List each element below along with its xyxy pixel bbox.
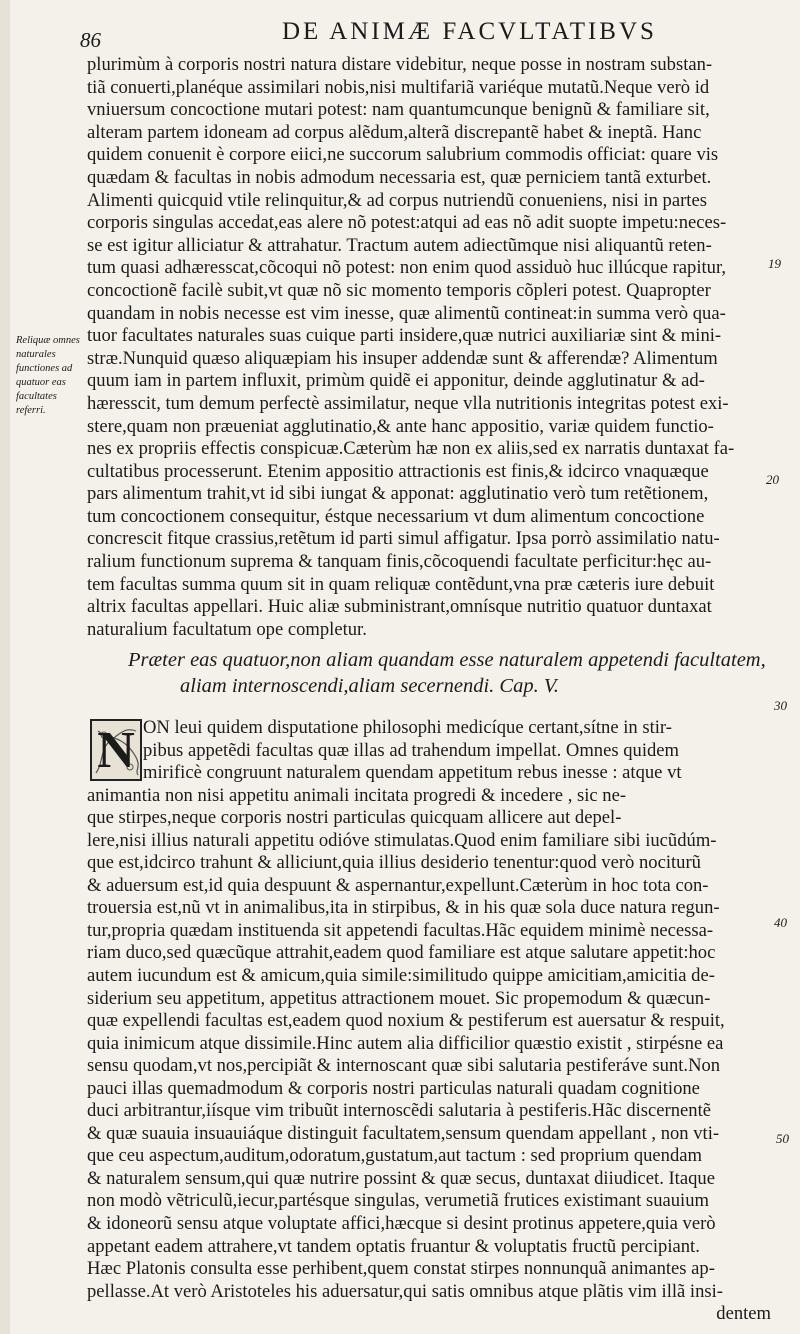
text-line: tum quasi adhæresscat,cõcoqui nõ potest: non enim quod assiduò huc illúcque rapitur,: [87, 257, 727, 279]
text-line: pellasse.At verò Aristoteles his aduersatur,qui satis omnibus atque plãtis vim illã insi-: [87, 1280, 723, 1302]
text-line: quandam in nobis necesse est vim inesse, quæ alimentũ contineat:in summa verò qua-: [87, 302, 726, 324]
text-line: concrescit fitque crassius,retẽtum id parti simul affigatur. Ipsa porrò assimilatio natu-: [87, 528, 720, 550]
text-line: tur,propria quædam instituenda sit appetendi facultas.Hãc equidem minimè necessa-: [87, 919, 714, 941]
text-line: stræ.Nunquid quæso aliquæpiam his insuper addendæ sunt & afferendæ? Alimentum: [87, 347, 718, 369]
body-text-section-2: [87, 717, 771, 1326]
line-number: 19: [768, 256, 781, 271]
text-line: naturalium facultatum ope completur.: [87, 618, 367, 640]
text-line: quidem conuenit è corpore eiici,ne succorum salubrium commodis officiat: quare vis: [87, 144, 719, 166]
text-line: cultatibus processerunt. Etenim appositio attractionis est finis,& idcirco vnaquæque: [87, 460, 709, 482]
text-line: Hæc Platonis consulta esse perhibent,quem constat stirpes nonnunquã animantes ap-: [87, 1258, 715, 1280]
text-line: se est igitur alliciatur & attrahatur. Tractum autem adiectũmque nisi aliquantũ reten-: [87, 234, 712, 256]
text-line: tum concoctionem consequitur, éstque necessarium vt dum alimentum concoctione: [87, 505, 705, 527]
text-line: autem iucundum est & amicum,quia simile:similitudo quippe amicitiam,amicitia de-: [87, 965, 715, 987]
text-line: riam duco,sed quæcũque attrahit,eadem quod familiare est atque salutare appetit:hoc: [87, 942, 716, 964]
text-line: nes ex propriis effectis conspicuæ.Cæterùm hæ non ex aliis,sed ex narratis duntaxat fa-: [87, 438, 735, 460]
text-line: tem facultas summa quum sit in quam reliquæ contẽdunt,vna præ cæteris iure debuit: [87, 573, 715, 595]
text-line: alteram partem idoneam ad corpus alẽdum,alterã discrepantẽ habet & ineptã. Hanc: [87, 121, 702, 143]
text-line: quædam & facultas in nobis admodum necessaria est, quæ perniciem tantã exturbet.: [87, 166, 712, 188]
text-line: pibus appetẽdi facultas quæ illas ad trahendum impellat. Omnes quidem: [143, 739, 679, 761]
text-line: que est,idcirco trahunt & alliciunt,quia illius desiderio tenentur:quod verò nociturũ: [87, 852, 701, 874]
text-line: dentem: [716, 1303, 771, 1325]
text-line: plurimùm à corporis nostri natura distare videbitur, neque posse in nostram substan-: [87, 54, 713, 75]
text-line: concoctionẽ facilè subit,vt quæ nõ sic momento temporis cõpleri potest. Quapropter: [87, 279, 711, 301]
text-line: corporis singulas accedat,eas alere nõ potest:atqui ad eas nõ adit suopte impetu:neces-: [87, 212, 727, 234]
text-line: & naturalem sensum,qui quæ nutrire possint & quæ secus, duntaxat diiudicet. Itaque: [87, 1167, 715, 1189]
chapter-caption: [128, 647, 768, 699]
text-line: quæ expellendi facultas est,eadem quod noxium & pestiferum est auersatur & respuit,: [87, 1010, 725, 1032]
text-line: duci arbitrantur,iísque vim tribuũt internoscẽdi salutaria à pestiferis.Hãc discernentẽ: [87, 1100, 711, 1122]
text-line: trouersia est,nũ vt in animalibus,ita in stirpibus, & in his quæ sola duce natura regun-: [87, 897, 720, 919]
line-number: 40: [774, 915, 787, 930]
text-line: animantia non nisi appetitu animali incitata progredi & incedere , sic ne-: [87, 784, 627, 806]
margin-note: Reliquæ omnes naturales functiones ad quatuor eas facultates referri.: [16, 335, 80, 416]
text-line: tiã conuerti,planéque assimilari nobis,nisi multifariã variéque mutatũ.Neque verò id: [87, 76, 710, 98]
text-line: altrix facultas appellari. Huic aliæ subministrant,omnísque nutritio quatuor duntaxat: [87, 596, 712, 618]
text-line: que stirpes,neque corporis nostri particulas quicquam allicere aut depel-: [87, 807, 622, 829]
text-line: tuor facultates naturales suas cuique parti insidere,quæ nutrici auxiliariæ sint & mini-: [87, 325, 722, 347]
text-line: quum iam in partem influxit, primùm quidẽ ei apponitur, deinde agglutinatur & ad-: [87, 370, 705, 392]
text-line: appetant eadem attrahere,vt tandem optatis fruantur & voluptatis fructũ percipiant.: [87, 1235, 700, 1257]
text-line: hæresscit, tum demum perfectè assimilatur, neque vlla nutritionis integritas potest exi-: [87, 392, 729, 414]
text-line: & quæ suauia insuauiáque distinguit facultatem,sensum quendam appellant , non vti-: [87, 1122, 720, 1144]
text-line: mirificè congruunt naturalem quendam appetitum rebus inesse : atque vt: [143, 762, 682, 784]
text-line: lere,nisi illius naturali appetitu odióve stimulatas.Quod enim familiare sibi iucũdúm-: [87, 829, 717, 851]
page-number: 86: [80, 28, 101, 52]
line-number: 20: [766, 472, 779, 487]
text-line: Alimenti quicquid vtile relinquitur,& ad corpus nutriendũ conueniens, nisi in partes: [87, 189, 707, 211]
text-line: ON leui quidem disputatione philosophi medicíque certant,sítne in stir-: [143, 717, 672, 738]
text-line: vniuersum concoctione mutari potest: nam quantumcunque benignũ & familiare sit,: [87, 99, 710, 121]
text-line: stere,quam non præueniat agglutinatio,& ante hanc appositio, variæ quidem functio-: [87, 415, 714, 437]
text-line: sensu quodam,vt nos,percipiãt & internoscant quæ sibi salutaria pestiferáve sunt.Non: [87, 1055, 721, 1077]
text-line: ralium functionum suprema & tanquam finis,cõcoquendi facultate perficitur:hęc au-: [87, 551, 712, 573]
initial-letter: N: [97, 722, 135, 779]
text-line: pars alimentum trahit,vt id sibi iungat & apponat: agglutinatio verò tum retẽtionem,: [87, 483, 709, 505]
text-line: quia inimicum atque dissimile.Hinc autem alia difficilior quæstio existit , stirpésne ea: [87, 1032, 724, 1054]
text-line: & aduersum est,id quia despuunt & aspernantur,expellunt.Cæterùm in hoc tota con-: [87, 874, 709, 896]
line-number: 30: [774, 698, 787, 713]
text-line: & idoneorũ sensu atque voluptate affici,hæcque si desint protinus appetere,quia verò: [87, 1213, 716, 1235]
text-line: pauci illas quemadmodum & corporis nostri particulas naturali quadam cognitione: [87, 1077, 700, 1099]
running-head: DE ANIMÆ FACVLTATIBVS: [282, 18, 657, 45]
line-number: 50: [776, 1131, 789, 1146]
body-text-section-1: [87, 54, 771, 641]
caption-line: aliam internoscendi,aliam secernendi. Cap. V.: [180, 675, 559, 697]
caption-line: Præter eas quatuor,non aliam quandam esse naturalem appetendi facultatem,: [128, 649, 766, 671]
text-line: non modò vẽtriculũ,iecur,partésque singulas, verumetiã frutices existimant suauium: [87, 1190, 709, 1212]
text-line: que ceu aspectum,auditum,odoratum,gustatum,aut tactum : sed proprium quendam: [87, 1145, 702, 1167]
text-line: siderium seu appetitum, appetitus attractionem mouet. Sic propemodum & quæcun-: [87, 987, 711, 1009]
page-gutter: [0, 0, 10, 1334]
